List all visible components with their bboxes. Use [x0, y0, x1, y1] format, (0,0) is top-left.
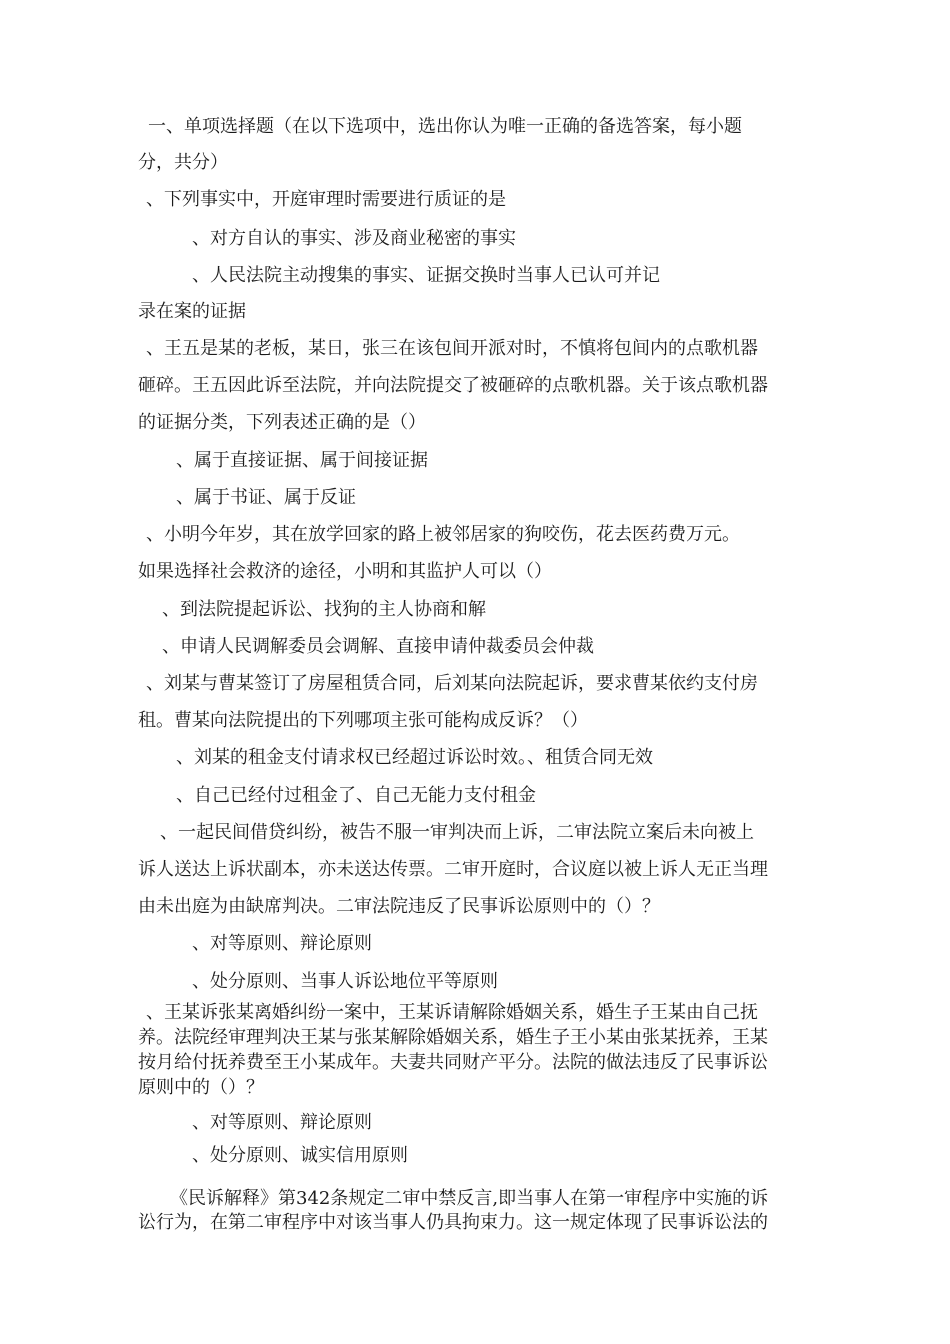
q3-option-2: 、申请人民调解委员会调解、直接申请仲裁委员会仲裁 [162, 636, 594, 657]
q2-option-1: 、属于直接证据、属于间接证据 [176, 450, 428, 471]
q6-stem-line1: 、王某诉张某离婚纠纷一案中，王某诉请解除婚姻关系，婚生子王某由自己抚 [146, 1002, 758, 1023]
q2-stem-line2: 砸碎。王五因此诉至法院，并向法院提交了被砸碎的点歌机器。关于该点歌机器 [138, 375, 768, 396]
q4-option-2: 、自己已经付过租金了、自己无能力支付租金 [176, 785, 536, 806]
q5-option-2: 、处分原则、当事人诉讼地位平等原则 [192, 971, 498, 992]
q3-stem-line1: 、小明今年岁，其在放学回家的路上被邻居家的狗咬伤，花去医药费万元。 [146, 524, 740, 545]
q3-option-1: 、到法院提起诉讼、找狗的主人协商和解 [162, 599, 486, 620]
q1-option-1: 、对方自认的事实、涉及商业秘密的事实 [192, 228, 516, 249]
q5-stem-line1: 、一起民间借贷纠纷，被告不服一审判决而上诉，二审法院立案后未向被上 [160, 822, 754, 843]
q3-stem-line2: 如果选择社会救济的途径，小明和其监护人可以（） [138, 561, 552, 582]
q1-stem: 、下列事实中，开庭审理时需要进行质证的是 [146, 189, 506, 210]
q1-option-2-line1: 、人民法院主动搜集的事实、证据交换时当事人已认可并记 [192, 265, 660, 286]
q1-option-2-line2: 录在案的证据 [138, 301, 246, 322]
q2-stem-line3: 的证据分类，下列表述正确的是（） [138, 412, 426, 433]
q4-stem-line2: 租。曹某向法院提出的下列哪项主张可能构成反诉？（） [138, 710, 588, 731]
q6-stem-line3: 按月给付抚养费至王小某成年。夫妻共同财产平分。法院的做法违反了民事诉讼 [138, 1052, 768, 1073]
q6-stem-line2: 养。法院经审理判决王某与张某解除婚姻关系，婚生子王小某由张某抚养，王某 [138, 1027, 768, 1048]
q6-option-1: 、对等原则、辩论原则 [192, 1112, 372, 1133]
q4-option-1: 、刘某的租金支付请求权已经超过诉讼时效。、租赁合同无效 [176, 747, 653, 768]
section-header-line2: 分，共分） [138, 152, 228, 173]
section-header-line1: 一、单项选择题（在以下选项中，选出你认为唯一正确的备选答案，每小题 [148, 116, 742, 137]
q2-option-2: 、属于书证、属于反证 [176, 487, 356, 508]
q5-stem-line3: 由未出庭为由缺席判决。二审法院违反了民事诉讼原则中的（）？ [138, 896, 660, 917]
q5-option-1: 、对等原则、辩论原则 [192, 933, 372, 954]
q7-stem-line1: 《民诉解释》第342条规定二审中禁反言,即当事人在第一审程序中实施的诉 [170, 1188, 769, 1209]
q4-stem-line1: 、刘某与曹某签订了房屋租赁合同，后刘某向法院起诉，要求曹某依约支付房 [146, 673, 758, 694]
q6-option-2: 、处分原则、诚实信用原则 [192, 1145, 408, 1166]
q6-stem-line4: 原则中的（）？ [138, 1077, 264, 1098]
q5-stem-line2: 诉人送达上诉状副本，亦未送达传票。二审开庭时，合议庭以被上诉人无正当理 [138, 859, 768, 880]
q2-stem-line1: 、王五是某的老板，某日，张三在该包间开派对时，不慎将包间内的点歌机器 [146, 338, 758, 359]
q7-stem-line2: 讼行为，在第二审程序中对该当事人仍具拘束力。这一规定体现了民事诉讼法的 [138, 1212, 768, 1233]
